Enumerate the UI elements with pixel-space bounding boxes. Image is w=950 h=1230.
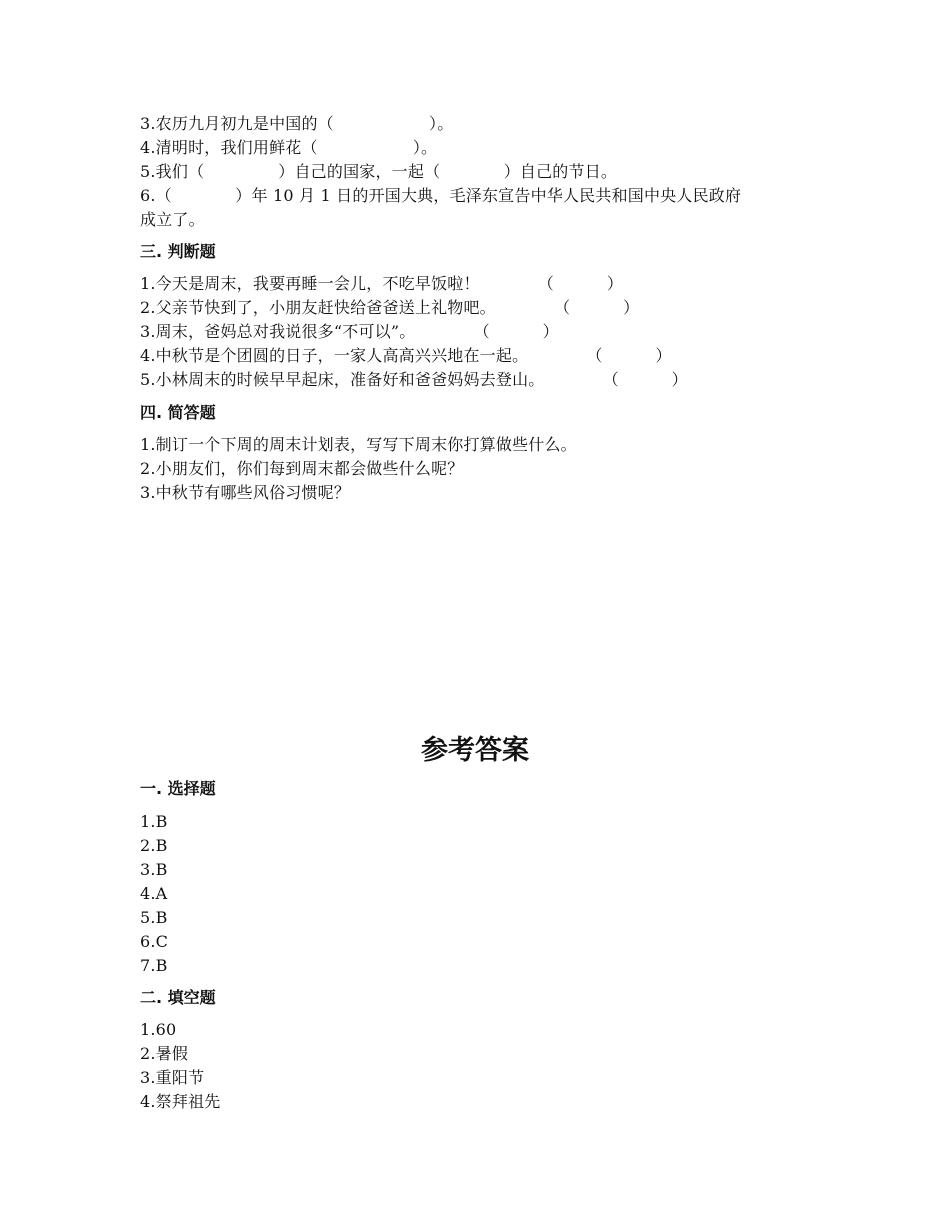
judge-item-4: 4.中秋节是个团圆的日子，一家人高高兴兴地在一起。 （ ）: [140, 346, 672, 365]
fill-answer-4: 4.祭拜祖先: [140, 1092, 221, 1111]
fill-answer-2: 2.暑假: [140, 1044, 189, 1063]
fill-question-5: 5.我们（ ）自己的国家，一起（ ）自己的节日。: [140, 162, 618, 181]
choice-answer-3: 3.B: [140, 860, 168, 879]
fill-answer-3: 3.重阳节: [140, 1068, 205, 1087]
fill-question-3: 3.农历九月初九是中国的（ ）。: [140, 114, 454, 133]
fill-question-6-continued: 成立了。: [140, 210, 205, 229]
judge-item-5: 5.小林周末的时候早早起床，准备好和爸爸妈妈去登山。 （ ）: [140, 370, 688, 389]
fill-answer-1: 1.60: [140, 1020, 177, 1039]
judge-item-3: 3.周末，爸妈总对我说很多“不可以”。 （ ）: [140, 322, 559, 341]
judge-item-1: 1.今天是周末，我要再睡一会儿，不吃早饭啦！ （ ）: [140, 274, 624, 293]
choice-answer-7: 7.B: [140, 956, 168, 975]
fill-question-6: 6.（ ）年 10 月 1 日的开国大典，毛泽东宣告中华人民共和国中央人民政府: [140, 186, 742, 205]
judge-heading: 三. 判断题: [140, 242, 216, 261]
judge-item-2: 2.父亲节快到了，小朋友赶快给爸爸送上礼物吧。 （ ）: [140, 298, 640, 317]
choice-answer-5: 5.B: [140, 908, 168, 927]
short-answer-item-3: 3.中秋节有哪些风俗习惯呢？: [140, 483, 351, 502]
choice-answers-heading: 一. 选择题: [140, 779, 216, 798]
choice-answer-1: 1.B: [140, 812, 168, 831]
short-answer-item-1: 1.制订一个下周的周末计划表，写写下周末你打算做些什么。: [140, 435, 577, 454]
choice-answer-4: 4.A: [140, 884, 168, 903]
fill-question-4: 4.清明时，我们用鲜花（ ）。: [140, 138, 438, 157]
short-answer-item-2: 2.小朋友们，你们每到周末都会做些什么呢？: [140, 459, 464, 478]
fill-answers-heading: 二. 填空题: [140, 988, 216, 1007]
choice-answer-2: 2.B: [140, 836, 168, 855]
choice-answer-6: 6.C: [140, 932, 169, 951]
short-answer-heading: 四. 简答题: [140, 403, 216, 422]
answers-title: 参考答案: [421, 735, 529, 766]
